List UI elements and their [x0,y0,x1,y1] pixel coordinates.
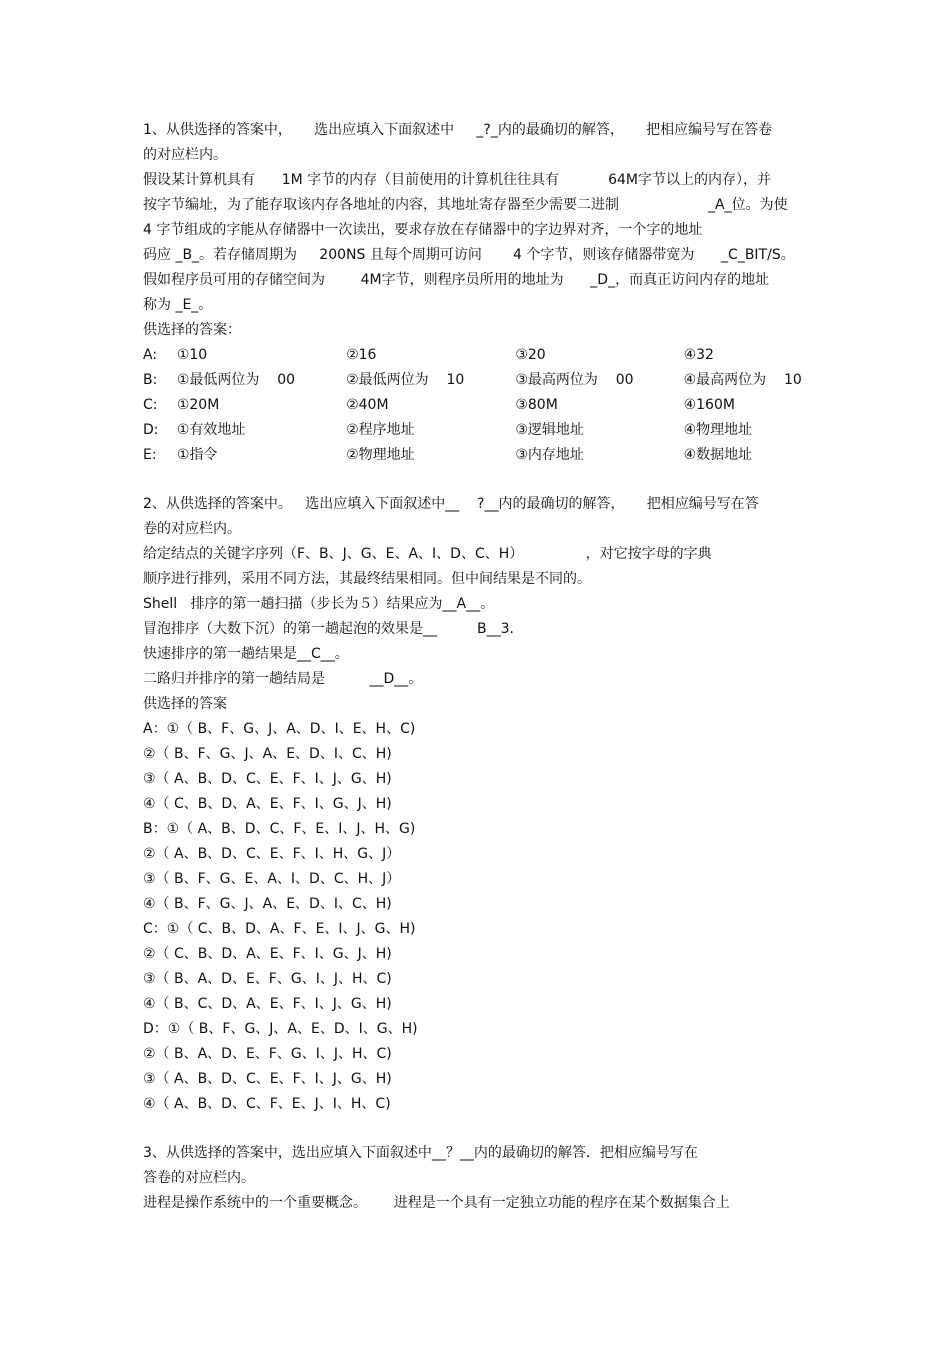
option-label: B: [143,372,158,388]
q2-answer-line: ③（ B、F、G、E、A、I、D、C、H、J） [143,871,401,887]
q2-line: 卷的对应栏内。 [143,521,241,537]
option-choice: ③最高两位为 00 [515,372,634,388]
q2-answer-line: ③（ A、B、D、C、E、F、I、J、G、H) [143,771,392,787]
option-choice: ④最高两位为 10 [683,372,802,388]
q2-answer-line: ④（ C、B、D、A、E、F、I、G、J、H) [143,796,392,812]
q2-line: 2、从供选择的答案中。 选出应填入下面叙述中__ ?__内的最确切的解答， 把相应编号写在答 [143,496,759,512]
q1-line: 按字节编址，为了能存取该内存各地址的内容，其地址寄存器至少需要二进制 _A_位。为使 [143,197,788,213]
q2-answer-line: ④（ B、F、G、J、A、E、D、I、C、H) [143,896,392,912]
section-gap [143,1117,823,1141]
q1-line: 假设某计算机具有 1M 字节的内存（目前使用的计算机往往具有 64M字节以上的内存），并 [143,172,771,188]
q2-answer-line: ④（ A、B、D、C、F、E、J、I、H、C) [143,1096,391,1112]
option-choice: ①有效地址 [176,422,246,438]
q2-answer-line: ②（ C、B、D、A、E、F、I、G、J、H) [143,946,392,962]
q1-line: 供选择的答案： [143,322,241,338]
q3-line: 答卷的对应栏内。 [143,1170,255,1186]
q2-answer-line: A：①（ B、F、G、J、A、D、I、E、H、C) [143,721,416,737]
document-body [143,118,823,1216]
question-2 [143,492,823,1117]
q2-answer-line: ②（ B、A、D、E、F、G、I、J、H、C) [143,1046,392,1062]
q2-answer-line: C：①（ C、B、D、A、F、E、I、J、G、H) [143,921,416,937]
q2-line: 冒泡排序（大数下沉）的第一趟起泡的效果是__ B__3. [143,621,515,637]
option-choice: ①指令 [176,447,218,463]
q1-option-row [143,343,823,368]
option-choice: ②40M [346,397,389,413]
option-choice: ③逻辑地址 [515,422,584,438]
q1-option-row [143,368,823,393]
option-choice: ④160M [683,397,735,413]
q1-options-table [143,343,823,468]
question-3 [143,1141,823,1216]
q2-answer-line: ③（ B、A、D、E、F、G、I、J、H、C) [143,971,392,987]
q1-line: 称为 _E_。 [143,297,213,313]
q2-answer-line: ②（ B、F、G、J、A、E、D、I、C、H) [143,746,392,762]
q2-line: 顺序进行排列，采用不同方法，其最终结果相同。但中间结果是不同的。 [143,571,591,587]
option-label: D: [143,422,159,438]
option-label: E: [143,447,157,463]
option-choice: ②最低两位为 10 [346,372,465,388]
q2-answer-line: ②（ A、B、D、C、E、F、I、H、G、J） [143,846,401,862]
q1-line: 的对应栏内。 [143,147,227,163]
option-choice: ④数据地址 [683,447,753,463]
option-choice: ①最低两位为 00 [176,372,296,388]
option-choice: ③内存地址 [515,447,584,463]
section-gap [143,468,823,492]
q2-line: 给定结点的关键字序列（F、B、J、G、E、A、I、D、C、H） ，对它按字母的字典 [143,546,712,562]
q1-line: 1、从供选择的答案中， 选出应填入下面叙述中 _?_内的最确切的解答， 把相应编号写在答卷 [143,122,773,138]
option-choice: ②16 [346,347,377,363]
q2-line: 快速排序的第一趟结果是__C__。 [143,646,349,662]
q2-answer-line: ④（ B、C、D、A、E、F、I、J、G、H) [143,996,392,1012]
option-choice: ④物理地址 [683,422,753,438]
option-choice: ②程序地址 [346,422,415,438]
q3-line: 进程是操作系统中的一个重要概念。 进程是一个具有一定独立功能的程序在某个数据集合上 [143,1195,730,1211]
q1-line: 假如程序员可用的存储空间为 4M字节，则程序员所用的地址为 _D_，而真正访问内存的地址 [143,272,770,288]
option-choice: ③20 [515,347,546,363]
q2-answer-line: B：①（ A、B、D、C、F、E、I、J、H、G) [143,821,416,837]
q3-line: 3、从供选择的答案中，选出应填入下面叙述中__？__内的最确切的解答．把相应编号写在 [143,1145,698,1161]
option-choice: ②物理地址 [346,447,415,463]
option-choice: ①20M [176,397,220,413]
q2-line: Shell 排序的第一趟扫描（步长为５）结果应为__A__。 [143,596,495,612]
q2-line: 供选择的答案 [143,696,227,712]
q2-answer-line: ③（ A、B、D、C、E、F、I、J、G、H) [143,1071,392,1087]
option-choice: ④32 [683,347,714,363]
option-label: C: [143,397,158,413]
q1-line: 码应 _B_。若存储周期为 200NS 且每个周期可访问 4 个字节，则该存储器带宽为 _C_BIT/S。 [143,247,795,263]
q1-option-row [143,418,823,443]
option-choice: ①10 [176,347,208,363]
q2-answer-line: D：①（ B、F、G、J、A、E、D、I、G、H) [143,1021,418,1037]
q1-option-row [143,443,823,468]
option-choice: ③80M [515,397,558,413]
q1-line: 4 字节组成的字能从存储器中一次读出，要求存放在存储器中的字边界对齐，一个字的地址 [143,222,703,238]
question-1 [143,118,823,468]
q2-line: 二路归并排序的第一趟结局是 __D__。 [143,671,423,687]
q1-option-row [143,393,823,418]
option-label: A: [143,347,158,363]
